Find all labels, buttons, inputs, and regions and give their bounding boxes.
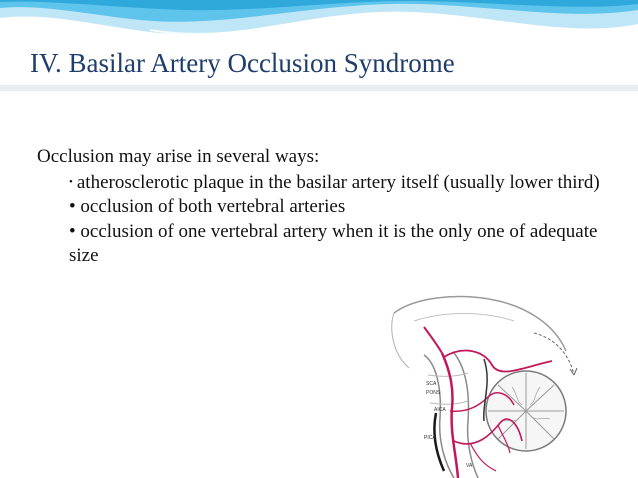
title-divider xyxy=(0,85,638,91)
bullet-marker: • xyxy=(69,220,76,242)
bullet-item xyxy=(69,195,627,220)
brainstem-artery-illustration xyxy=(384,293,582,478)
intro-text: Occlusion may arise in several ways: xyxy=(37,146,320,167)
bullet-marker: • xyxy=(69,175,73,188)
bullet-text: occlusion of both vertebral arteries xyxy=(80,196,346,217)
bullet-item xyxy=(69,170,627,196)
label-pica: PICA xyxy=(424,435,436,441)
bullet-item xyxy=(69,220,627,269)
bullet-marker: • xyxy=(69,196,76,217)
label-sca: SCA xyxy=(426,381,437,387)
slide-body xyxy=(37,145,627,269)
label-aica: AICA xyxy=(434,407,446,413)
bullet-text: atherosclerotic plaque in the basilar artery itself (usually lower third) xyxy=(76,171,600,193)
bullet-text: occlusion of one vertebral artery when it is the only one of adequate size xyxy=(69,220,598,266)
slide-title: IV. Basilar Artery Occlusion Syndrome xyxy=(30,48,455,78)
label-va: VA xyxy=(466,463,473,469)
label-pons: PONS xyxy=(426,390,441,396)
brainstem-artery-drawing xyxy=(384,293,582,478)
